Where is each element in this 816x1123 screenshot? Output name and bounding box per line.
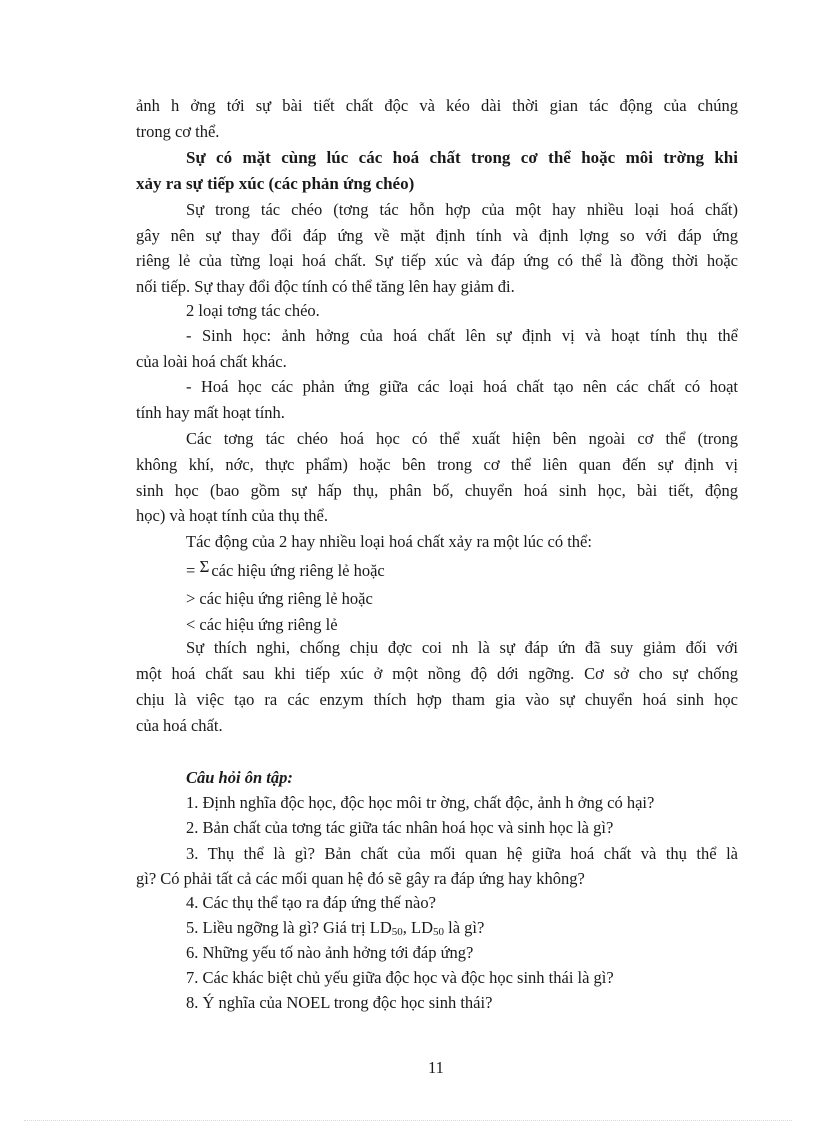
text-line — [186, 557, 738, 581]
text-line: trong cơ thể. — [136, 122, 220, 141]
text-line: riêng lẻ của từng loại hoá chất. Sự tiếp xúc và đáp ứng có thể là đồng thời hoặc — [136, 251, 738, 270]
text-fragment: 5. Liều ngỡng là gì? Giá trị LD — [186, 918, 392, 937]
text-fragment: là gì? — [444, 918, 485, 937]
sigma-symbol: Σ — [199, 557, 210, 576]
review-question: 8. Ý nghĩa của NOEL trong độc học sinh thái? — [186, 993, 493, 1012]
subscript: 50 — [433, 926, 445, 938]
review-question: 6. Những yếu tố nào ảnh hởng tới đáp ứng? — [186, 943, 474, 962]
text-line: < các hiệu ứng riêng lẻ — [186, 615, 338, 634]
text-line: Sự thích nghi, chống chịu đợc coi nh là sự đáp ứn đã suy giảm đối với — [186, 638, 738, 657]
review-question — [186, 918, 738, 938]
text-line: gây nên sự thay đổi đáp ứng về mặt định tính và định lợng so với đáp ứng — [136, 226, 738, 245]
text-line: sinh học (bao gồm sự hấp thụ, phân bố, chuyển hoá sinh học, bài tiết, động — [136, 481, 738, 500]
section-heading: Sự có mặt cùng lúc các hoá chất trong cơ thể hoặc môi tr​ờng khi — [186, 148, 738, 167]
text-line: Sự trong tác chéo (tơng tác hỗn hợp của một hay nhiều loại hoá chất) — [186, 200, 738, 219]
page-number: 11 — [428, 1058, 444, 1077]
text-line: nối tiếp. Sự thay đổi độc tính có thể tăng lên hay giảm đi. — [136, 277, 515, 296]
text-line: 2 loại tơng tác chéo. — [186, 301, 320, 320]
subscript: 50 — [391, 926, 403, 938]
review-question: gì? Có phải tất cả các mối quan hệ đó sẽ gây ra đáp ứng hay không? — [136, 869, 585, 888]
text-fragment: , LD — [402, 918, 434, 937]
text-line: tính hay mất hoạt tính. — [136, 403, 285, 422]
text-line: - Sinh học: ảnh hởng của hoá chất lên sự định vị và hoạt tính thụ thể — [186, 326, 738, 345]
text-line: Tác động của 2 hay nhiều loại hoá chất xảy ra một lúc có thể: — [186, 532, 592, 551]
text-line: của hoá chất. — [136, 716, 223, 735]
text-line: > các hiệu ứng riêng lẻ hoặc — [186, 589, 373, 608]
review-question: 3. Thụ thể là gì? Bản chất của mối quan hệ giữa hoá chất và thụ thể là — [186, 844, 738, 863]
review-question: 4. Các thụ thể tạo ra đáp ứng thế nào? — [186, 893, 436, 912]
text-line: một hoá chất sau khi tiếp xúc ở một nồng độ dới ngỡng. Cơ sở cho sự chống — [136, 664, 738, 683]
review-question: 7. Các khác biệt chủ yếu giữa độc học và độc học sinh thái là gì? — [186, 968, 614, 987]
text-line: ảnh h ởng tới sự bài tiết chất độc và kéo dài thời gian tác động của chúng — [136, 96, 738, 115]
text-line: chịu là việc tạo ra các enzym thích hợp tham gia vào sự chuyển hoá sinh học — [136, 690, 738, 709]
section-heading: xảy ra sự tiếp xúc (các phản ứng chéo) — [136, 174, 415, 193]
equals-sign: = — [186, 561, 200, 580]
review-question: 1. Định nghĩa độc học, độc học môi tr ờng, chất độc, ảnh h ởng có hại? — [186, 793, 655, 812]
review-heading: Câu hỏi ôn tập: — [186, 768, 293, 787]
text-line: học) và hoạt tính của thụ thể. — [136, 506, 328, 525]
page-bottom-rule — [24, 1120, 792, 1121]
text-line: - Hoá học các phản ứng giữa các loại hoá chất tạo nên các chất có hoạt — [186, 377, 738, 396]
text-line: Các tơng tác chéo hoá học có thể xuất hiện bên ngoài cơ thể (trong — [186, 429, 738, 448]
text-line: của loài hoá chất khác. — [136, 352, 287, 371]
text-fragment: các hiệu ứng riêng lẻ hoặc — [211, 561, 385, 580]
text-line: không khí, nớc, thực phẩm) hoặc bên trong cơ thể liên quan đến sự định vị — [136, 455, 738, 474]
review-question: 2. Bản chất của tơng tác giữa tác nhân hoá học và sinh học là gì? — [186, 818, 614, 837]
